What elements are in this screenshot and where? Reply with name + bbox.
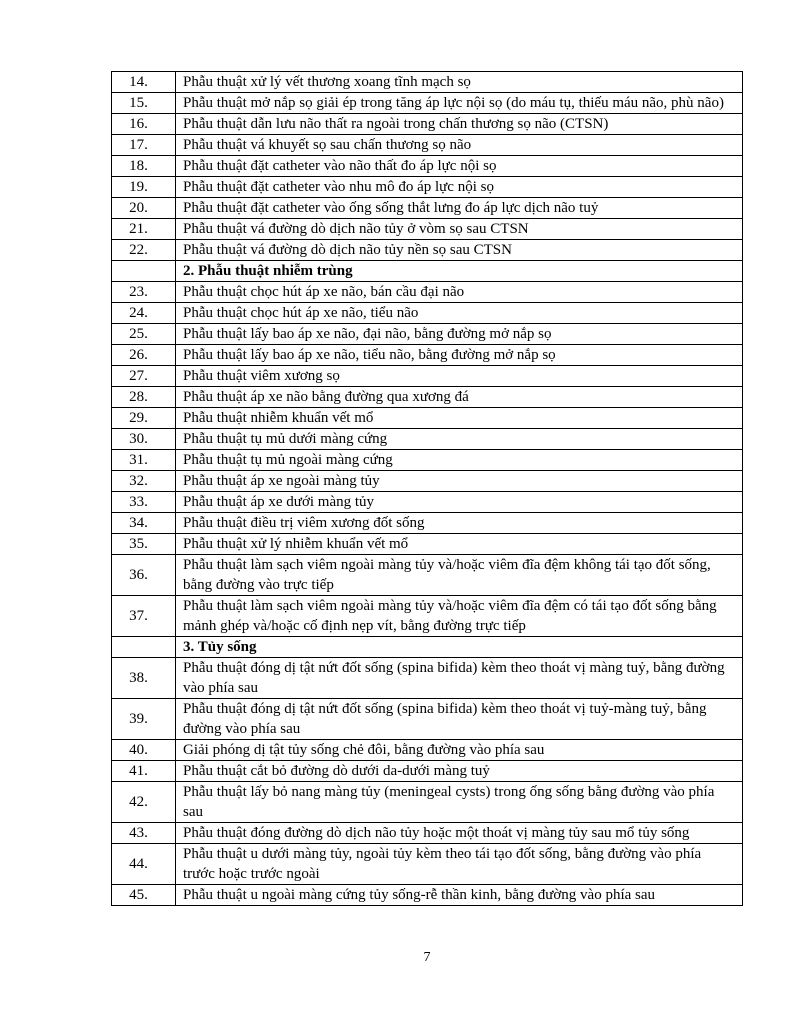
table-row (112, 699, 743, 740)
row-text-cell: Phẫu thuật đóng dị tật nứt đốt sống (spina bifida) kèm theo thoát vị màng tuỷ, bằng đường vào phía sau (176, 658, 743, 699)
row-number-cell: 37. (112, 596, 176, 637)
row-number-cell: 19. (112, 177, 176, 198)
table-row (112, 534, 743, 555)
row-text-cell: 3. Tủy sống (176, 637, 743, 658)
table-row (112, 282, 743, 303)
row-text-cell: Phẫu thuật u ngoài màng cứng tủy sống-rễ thần kinh, bằng đường vào phía sau (176, 885, 743, 906)
table-row (112, 596, 743, 637)
table-row (112, 492, 743, 513)
procedure-table-body (112, 72, 743, 906)
row-number-cell (112, 261, 176, 282)
row-number-cell: 28. (112, 387, 176, 408)
row-text-cell: Phẫu thuật làm sạch viêm ngoài màng tủy và/hoặc viêm đĩa đệm không tái tạo đốt sống, bằng đường vào trực tiếp (176, 555, 743, 596)
row-text-cell: Phẫu thuật u dưới màng tủy, ngoài tủy kèm theo tái tạo đốt sống, bằng đường vào phía trước hoặc trước ngoài (176, 844, 743, 885)
table-row (112, 219, 743, 240)
row-number-cell: 24. (112, 303, 176, 324)
row-text-cell: Phẫu thuật viêm xương sọ (176, 366, 743, 387)
row-text-cell: Phẫu thuật dẫn lưu não thất ra ngoài trong chấn thương sọ não (CTSN) (176, 114, 743, 135)
table-row (112, 198, 743, 219)
table-row (112, 885, 743, 906)
row-text-cell: Phẫu thuật đặt catheter vào não thất đo áp lực nội sọ (176, 156, 743, 177)
section-header-row (112, 261, 743, 282)
table-row (112, 658, 743, 699)
row-number-cell: 16. (112, 114, 176, 135)
table-row (112, 324, 743, 345)
row-text-cell: Phẫu thuật đóng đường dò dịch não tủy hoặc một thoát vị màng tủy sau mổ tủy sống (176, 823, 743, 844)
table-row (112, 823, 743, 844)
row-number-cell: 44. (112, 844, 176, 885)
row-number-cell: 35. (112, 534, 176, 555)
table-row (112, 782, 743, 823)
row-number-cell: 32. (112, 471, 176, 492)
row-number-cell: 34. (112, 513, 176, 534)
row-text-cell: Phẫu thuật đặt catheter vào nhu mô đo áp lực nội sọ (176, 177, 743, 198)
section-header-row (112, 637, 743, 658)
table-row (112, 240, 743, 261)
row-number-cell: 15. (112, 93, 176, 114)
table-row (112, 177, 743, 198)
table-row (112, 156, 743, 177)
row-text-cell: Phẫu thuật vá đường dò dịch não tủy ở vòm sọ sau CTSN (176, 219, 743, 240)
table-row (112, 761, 743, 782)
row-text-cell: Phẫu thuật điều trị viêm xương đốt sống (176, 513, 743, 534)
row-number-cell: 30. (112, 429, 176, 450)
row-text-cell: Phẫu thuật đặt catheter vào ống sống thắt lưng đo áp lực dịch não tuỷ (176, 198, 743, 219)
row-text-cell: Phẫu thuật đóng dị tật nứt đốt sống (spina bifida) kèm theo thoát vị tuỷ-màng tuỷ, bằng đường vào phía sau (176, 699, 743, 740)
row-text-cell: Phẫu thuật chọc hút áp xe não, tiểu não (176, 303, 743, 324)
row-number-cell: 21. (112, 219, 176, 240)
table-row (112, 72, 743, 93)
row-text-cell: Phẫu thuật mở nắp sọ giải ép trong tăng áp lực nội sọ (do máu tụ, thiếu máu não, phù não) (176, 93, 743, 114)
row-text-cell: Phẫu thuật làm sạch viêm ngoài màng tủy và/hoặc viêm đĩa đệm có tái tạo đốt sống bằng mảnh ghép và/hoặc cố định nẹp vít, bằng đường trực tiếp (176, 596, 743, 637)
row-text-cell: Phẫu thuật vá khuyết sọ sau chấn thương sọ não (176, 135, 743, 156)
row-text-cell: Phẫu thuật tụ mủ ngoài màng cứng (176, 450, 743, 471)
row-text-cell: 2. Phẫu thuật nhiễm trùng (176, 261, 743, 282)
table-row (112, 408, 743, 429)
table-row (112, 429, 743, 450)
row-number-cell: 23. (112, 282, 176, 303)
row-number-cell: 22. (112, 240, 176, 261)
row-text-cell: Phẫu thuật chọc hút áp xe não, bán cầu đại não (176, 282, 743, 303)
row-number-cell: 41. (112, 761, 176, 782)
row-text-cell: Phẫu thuật áp xe ngoài màng tủy (176, 471, 743, 492)
row-number-cell: 14. (112, 72, 176, 93)
table-row (112, 387, 743, 408)
row-text-cell: Phẫu thuật tụ mủ dưới màng cứng (176, 429, 743, 450)
table-row (112, 345, 743, 366)
table-row (112, 93, 743, 114)
table-row (112, 513, 743, 534)
row-text-cell: Phẫu thuật xử lý vết thương xoang tĩnh mạch sọ (176, 72, 743, 93)
procedure-table (111, 71, 743, 906)
row-number-cell: 42. (112, 782, 176, 823)
table-row (112, 114, 743, 135)
row-text-cell: Phẫu thuật xử lý nhiễm khuẩn vết mổ (176, 534, 743, 555)
table-row (112, 135, 743, 156)
row-number-cell: 29. (112, 408, 176, 429)
row-text-cell: Giải phóng dị tật tủy sống chẻ đôi, bằng đường vào phía sau (176, 740, 743, 761)
table-row (112, 450, 743, 471)
row-number-cell: 38. (112, 658, 176, 699)
row-number-cell (112, 637, 176, 658)
row-text-cell: Phẫu thuật áp xe dưới màng tủy (176, 492, 743, 513)
table-row (112, 555, 743, 596)
row-number-cell: 26. (112, 345, 176, 366)
table-row (112, 740, 743, 761)
row-text-cell: Phẫu thuật nhiễm khuẩn vết mổ (176, 408, 743, 429)
page-number: 7 (423, 950, 431, 965)
row-number-cell: 45. (112, 885, 176, 906)
row-text-cell: Phẫu thuật lấy bao áp xe não, tiểu não, bằng đường mở nắp sọ (176, 345, 743, 366)
row-number-cell: 33. (112, 492, 176, 513)
row-number-cell: 18. (112, 156, 176, 177)
row-number-cell: 25. (112, 324, 176, 345)
row-number-cell: 27. (112, 366, 176, 387)
row-number-cell: 43. (112, 823, 176, 844)
row-text-cell: Phẫu thuật cắt bỏ đường dò dưới da-dưới màng tuỷ (176, 761, 743, 782)
table-row (112, 844, 743, 885)
row-text-cell: Phẫu thuật lấy bao áp xe não, đại não, bằng đường mở nắp sọ (176, 324, 743, 345)
row-number-cell: 17. (112, 135, 176, 156)
row-text-cell: Phẫu thuật áp xe não bằng đường qua xương đá (176, 387, 743, 408)
row-number-cell: 36. (112, 555, 176, 596)
table-row (112, 366, 743, 387)
row-text-cell: Phẫu thuật vá đường dò dịch não tủy nền sọ sau CTSN (176, 240, 743, 261)
row-number-cell: 39. (112, 699, 176, 740)
table-row (112, 471, 743, 492)
row-number-cell: 20. (112, 198, 176, 219)
table-row (112, 303, 743, 324)
row-number-cell: 31. (112, 450, 176, 471)
row-text-cell: Phẫu thuật lấy bỏ nang màng tủy (meningeal cysts) trong ống sống bằng đường vào phía sau (176, 782, 743, 823)
row-number-cell: 40. (112, 740, 176, 761)
